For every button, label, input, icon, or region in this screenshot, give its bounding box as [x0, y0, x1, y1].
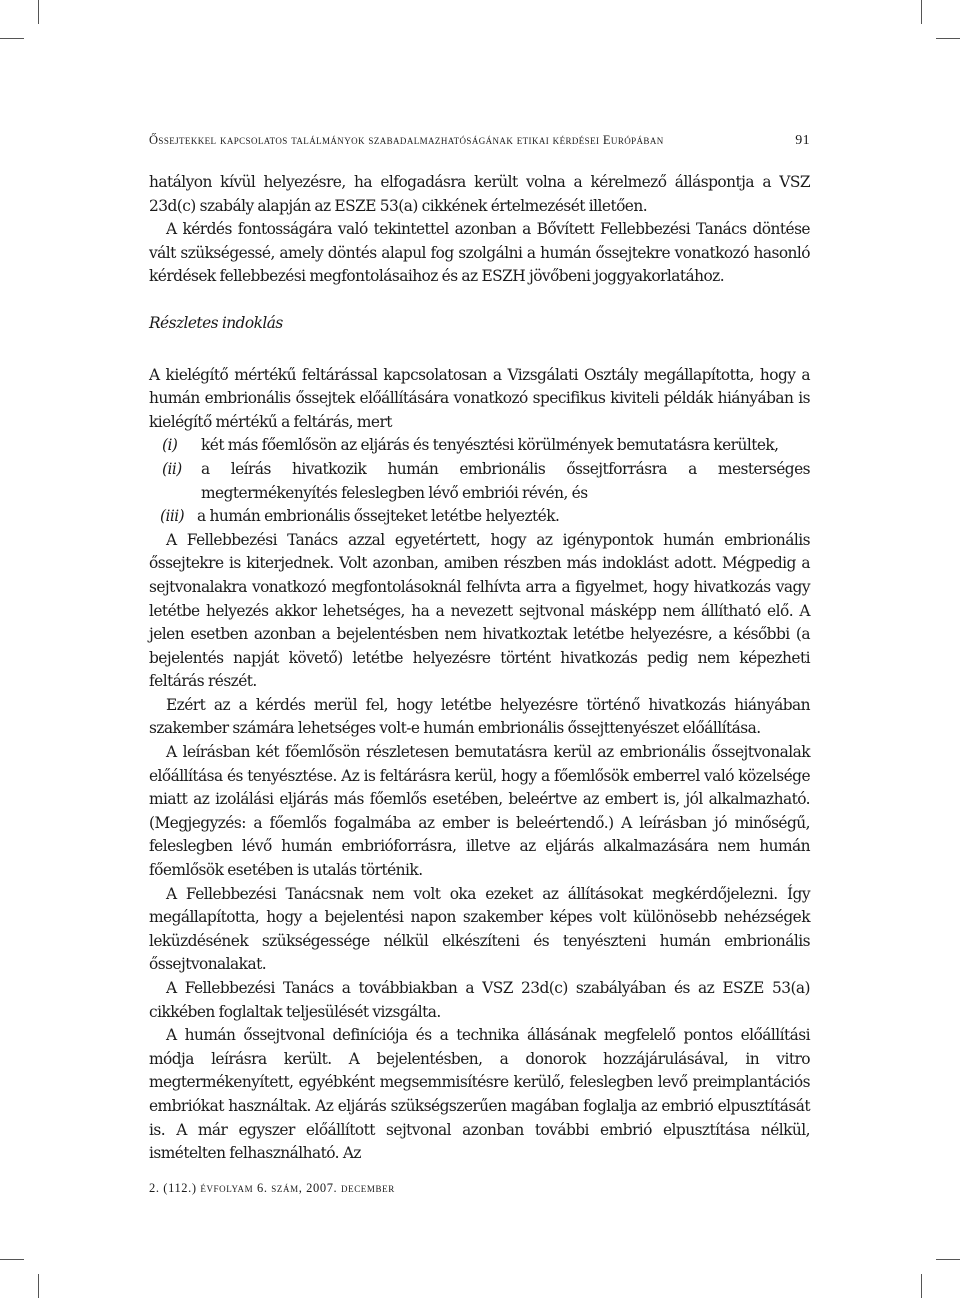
list-item-text: két más főemlősön az eljárás és tenyésztési körülmények bemutatásra kerültek,	[201, 436, 779, 455]
issue-footer: 2. (112.) évfolyam 6. szám, 2007. december	[149, 1181, 395, 1195]
crop-mark	[921, 0, 922, 24]
crop-mark	[936, 38, 960, 39]
paragraph: A kielégítő mértékű feltárással kapcsolatosan a Vizsgálati Osztály megállapította, hogy a humán embrionális őssejtek előállítására vonatkozó specifikus kiviteli példák hiányában is kielégítő mértékű a feltárás, mert	[149, 365, 810, 431]
crop-mark	[0, 1259, 24, 1260]
section-heading: Részletes indoklás	[149, 313, 283, 332]
page-body	[149, 171, 810, 1166]
list-item	[162, 434, 810, 458]
paragraph: A leírásban két főemlősön részletesen bemutatásra kerül az embrionális őssejtvonalak előállítása és tenyésztése. Az is feltárásra kerül, hogy a főemlősök emberrel való közelsége miatt az izolálási eljárás más főemlős esetében, beleértve az embert is, jól alkalmazható. (Megjegyzés: a főemlős fogalmába az ember is beleértendő.) A leírásban jó minőségű, feleslegben lévő humán embrióforrásra, illetve az eljárás alkalmazására nem humán főemlősök esetében is utalás történik.	[149, 743, 810, 880]
crop-mark	[38, 1274, 39, 1298]
list-item	[162, 505, 810, 529]
paragraph: hatályon kívül helyezésre, ha elfogadásra került volna a kérelmező álláspontja a VSZ 23d(c) szabály alapján az ESZE 53(a) cikkének értelmezését illetően.	[149, 173, 810, 215]
list-item-label: (iii)	[160, 507, 185, 526]
list-item-label: (i)	[162, 436, 178, 455]
list-item-text: a humán embrionális őssejteket letétbe helyezték.	[197, 507, 560, 526]
running-head-title: Őssejtekkel kapcsolatos találmányok szabadalmazhatóságának etikai kérdései Európában	[149, 133, 664, 147]
paragraph: A kérdés fontosságára való tekintettel azonban a Bővített Fellebbezési Tanács döntése vált szükségessé, amely döntés alapul fog szolgálni a humán őssejtekre vonatkozó hasonló kérdések fellebbezési megfontolásaihoz és az ESZH jövőbeni joggyakorlatához.	[149, 220, 810, 286]
paragraph: A Fellebbezési Tanács a továbbiakban a VSZ 23d(c) szabályában és az ESZE 53(a) cikkében foglaltak teljesülését vizsgálta.	[149, 979, 810, 1021]
paragraph: A Fellebbezési Tanácsnak nem volt oka ezeket az állításokat megkérdőjelezni. Így megállapította, hogy a bejelentési napon szakember képes volt különösebb nehézségek leküzdésének szükségessége nélkül elkészíteni és tenyészteni humán embrionális őssejtvonalakat.	[149, 884, 810, 974]
crop-mark	[0, 38, 24, 39]
paragraph: A Fellebbezési Tanács azzal egyetértett, hogy az igénypontok humán embrionális őssejtekre is kiterjednek. Volt azonban, amiben részben más indoklást adott. Mégpedig a sejtvonalakra vonatkozó megfontolásoknál felhívta arra a figyelmet, hogy hivatkozás vagy letétbe helyezés akkor lehetséges, ha a nevezett sejtvonal másképp nem állítható elő. A jelen esetben azonban a bejelentésben nem hivatkoztak letétbe helyezésre, a későbbi (a bejelentés napját követő) letétbe helyezésre történt hivatkozás pedig nem képezheti feltárás részét.	[149, 530, 810, 691]
paragraph: Ezért az a kérdés merül fel, hogy letétbe helyezésre történő hivatkozás hiányában szakember számára lehetséges volt-e humán embrionális őssejttenyészet előállítása.	[149, 695, 810, 738]
crop-mark	[936, 1259, 960, 1260]
crop-mark	[921, 1274, 922, 1298]
list-item	[162, 458, 810, 505]
page-number: 91	[795, 133, 810, 148]
crop-mark	[38, 0, 39, 24]
list-item-text: a leírás hivatkozik humán embrionális őssejtforrásra a mesterséges megtermékenyítés feleslegben lévő embriói révén, és	[201, 459, 810, 502]
paragraph: A humán őssejtvonal definíciója és a technika állásának megfelelő pontos előállítási módja leírásra került. A bejelentésben, a donorok hozzájárulásával, in vitro megtermékenyített, egyébként megsemmisítésre kerülő, feleslegben levő preimplantációs embriókat használtak. Az eljárás szükségszerűen magában foglalja az embrió elpusztítását is. A már egyszer előállított sejtvonal azonban további embrió elpusztítása nélkül, ismételten felhasználható. Az	[149, 1026, 810, 1163]
list-item-label: (ii)	[162, 459, 182, 478]
